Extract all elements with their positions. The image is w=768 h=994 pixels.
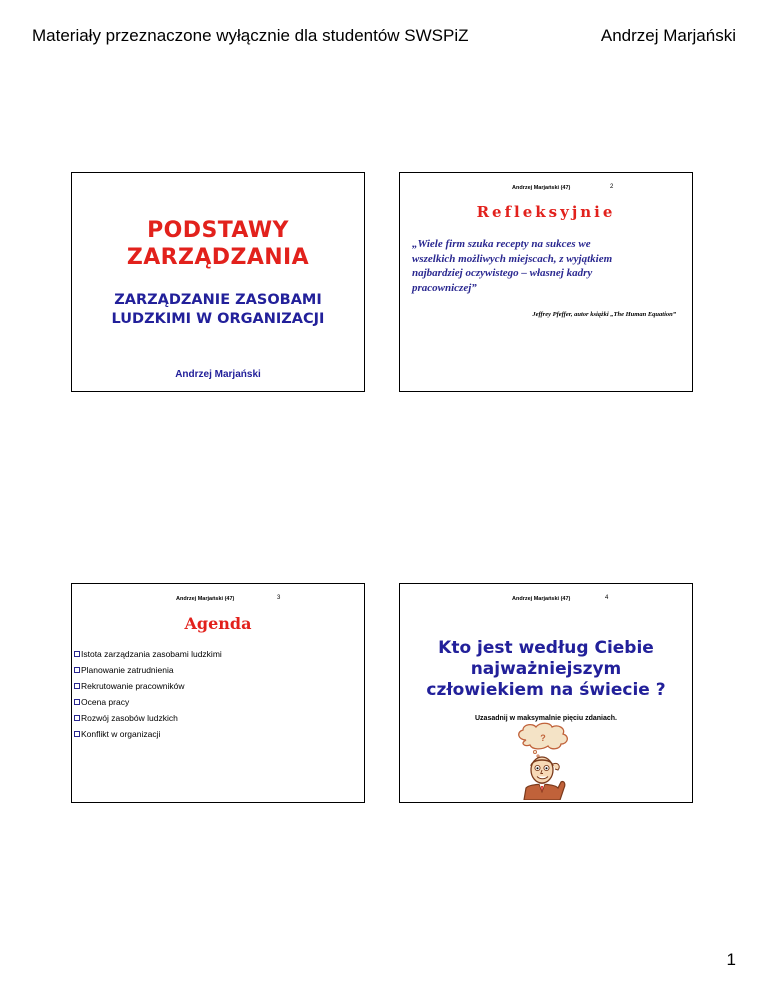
- slide-2: [399, 172, 693, 392]
- page-header-title: Materiały przeznaczone wyłącznie dla studentów SWSPiZ: [32, 26, 469, 45]
- slide-2-meta: Andrzej Marjański (47): [512, 185, 571, 191]
- slide-3-title: Agenda: [184, 614, 252, 633]
- slide-2-quote: „Wiele firm szuka recepty na sukces we wszelkich możliwych miejscach, z wyjątkiem najbardziej oczywistego – własnej kadry pracowniczej”: [412, 238, 613, 294]
- slide-4-meta: Andrzej Marjański (47): [512, 596, 571, 602]
- agenda-item: Ocena pracy: [74, 694, 222, 710]
- slide-3: [71, 583, 365, 803]
- checkbox-bullet-icon: [74, 651, 80, 657]
- slide-1-author: Andrzej Marjański: [175, 369, 261, 380]
- slide-1: [71, 172, 365, 392]
- checkbox-bullet-icon: [74, 715, 80, 721]
- page-number: 1: [726, 950, 736, 969]
- checkbox-bullet-icon: [74, 699, 80, 705]
- slide-3-meta: Andrzej Marjański (47): [176, 596, 235, 602]
- slide-2-citation: Jeffrey Pfeffer, autor książki „The Human Equation”: [532, 311, 676, 318]
- agenda-item: Istota zarządzania zasobami ludzkimi: [74, 646, 222, 662]
- slide-2-number: 2: [610, 184, 614, 190]
- slide-4-number: 4: [605, 595, 609, 601]
- slide-4-subtitle: Uzasadnij w maksymalnie pięciu zdaniach.: [475, 715, 617, 722]
- agenda-item: Rekrutowanie pracowników: [74, 678, 222, 694]
- slide-1-title: PODSTAWY ZARZĄDZANIA: [126, 218, 310, 270]
- slide-4-title: Kto jest według Ciebie najważniejszym człowiekiem na świecie ?: [426, 638, 666, 700]
- slide-4: [399, 583, 693, 803]
- agenda-list: [74, 646, 222, 742]
- slide-1-subtitle: ZARZĄDZANIE ZASOBAMI LUDZKIMI W ORGANIZACJI: [111, 292, 325, 327]
- agenda-item: Rozwój zasobów ludzkich: [74, 710, 222, 726]
- slide-3-number: 3: [277, 595, 281, 601]
- thinking-man-icon: [508, 722, 580, 800]
- agenda-item: Planowanie zatrudnienia: [74, 662, 222, 678]
- checkbox-bullet-icon: [74, 667, 80, 673]
- page-header-author: Andrzej Marjański: [600, 26, 736, 45]
- slide-2-title: Refleksyjnie: [476, 203, 616, 221]
- checkbox-bullet-icon: [74, 731, 80, 737]
- checkbox-bullet-icon: [74, 683, 80, 689]
- svg-text:?: ?: [540, 733, 546, 743]
- agenda-item: Konflikt w organizacji: [74, 726, 222, 742]
